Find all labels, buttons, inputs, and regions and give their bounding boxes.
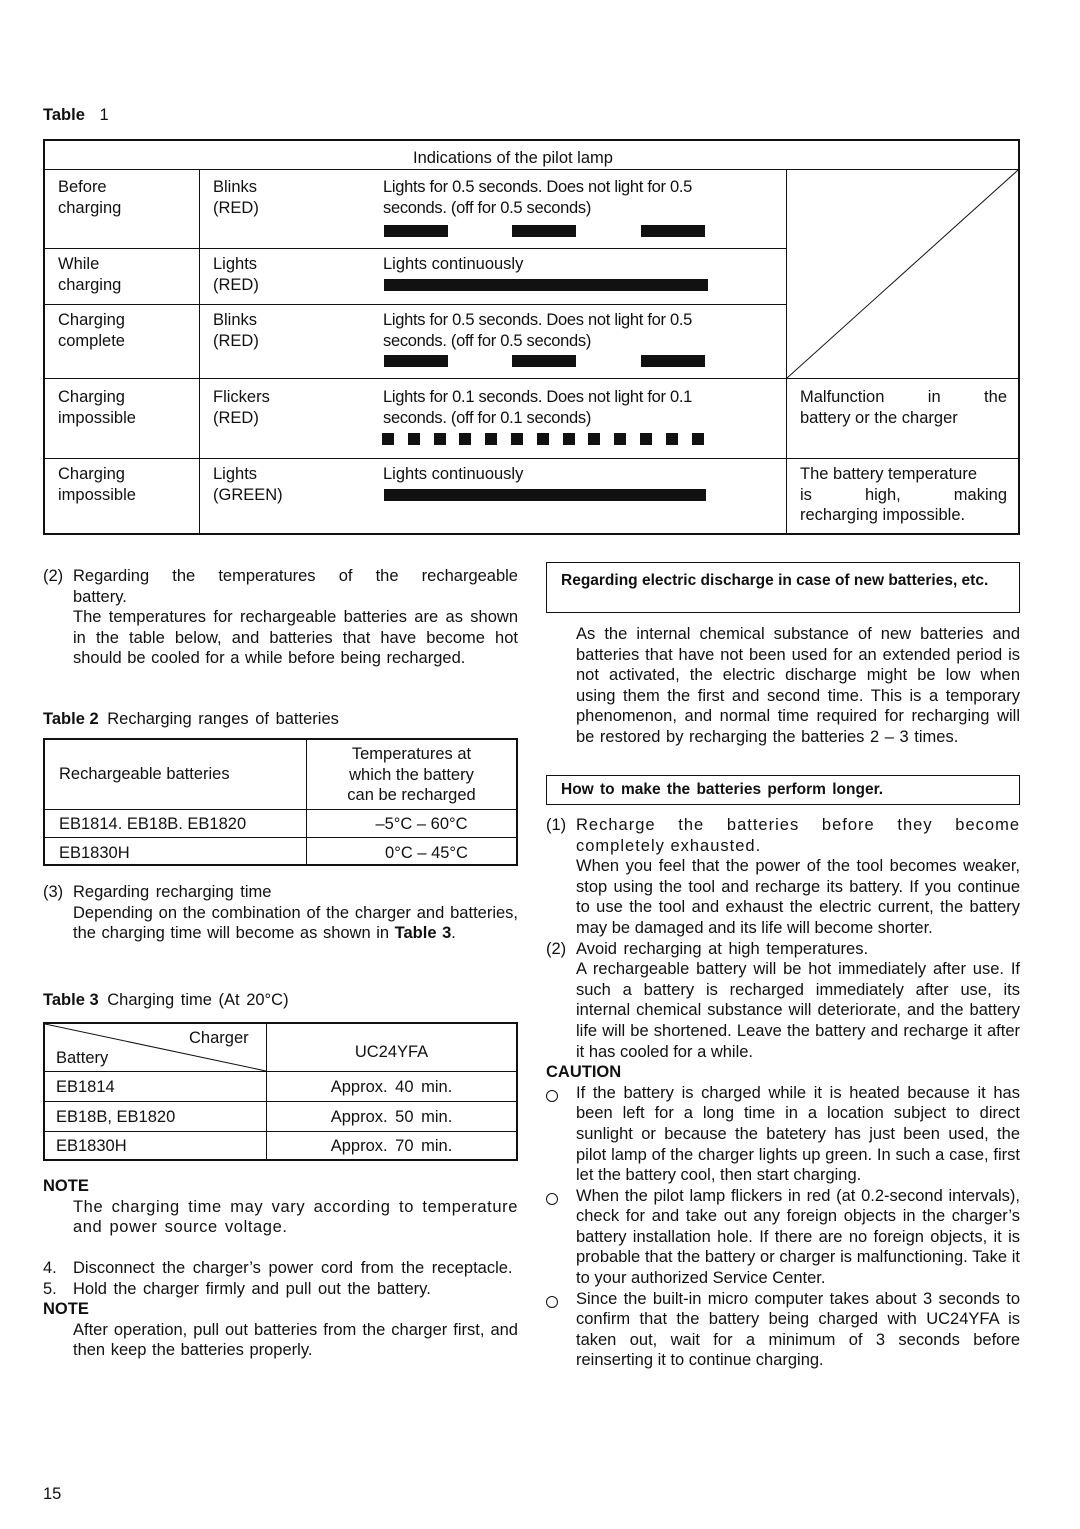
table1-row bbox=[58, 254, 121, 295]
section-recharge-time bbox=[43, 882, 518, 944]
row-lamp-color: (GREEN) bbox=[213, 485, 283, 504]
caution-item bbox=[546, 1289, 1020, 1371]
lamp-flicker-square bbox=[563, 433, 575, 445]
header-line: Temperatures at bbox=[351, 745, 472, 763]
table3-cell: EB1814 bbox=[56, 1078, 115, 1096]
row-state: impossible bbox=[58, 485, 136, 504]
row-state: Before bbox=[58, 178, 107, 196]
lamp-flicker-square bbox=[537, 433, 549, 445]
row-lamp bbox=[213, 464, 283, 505]
row-lamp-color: (RED) bbox=[213, 275, 259, 294]
row-desc-line: seconds. (off for 0.1 seconds) bbox=[383, 408, 592, 427]
caution-heading: CAUTION bbox=[546, 1063, 622, 1082]
pilot-lamp-table bbox=[43, 139, 1020, 535]
row-lamp-color: (RED) bbox=[213, 198, 259, 217]
row-lamp-label: Blinks bbox=[213, 178, 258, 196]
row-desc bbox=[383, 387, 692, 428]
lamp-flicker-square bbox=[408, 433, 420, 445]
item-heading: Recharge the batteries before they become completely exhausted. bbox=[576, 816, 1020, 855]
item-heading: Avoid recharging at high temperatures. bbox=[576, 939, 869, 958]
header-line: which the battery bbox=[349, 765, 474, 784]
lamp-bar bbox=[384, 355, 448, 367]
lamp-bar bbox=[384, 225, 448, 237]
step-number: 5. bbox=[43, 1279, 57, 1298]
note1 bbox=[43, 1176, 518, 1238]
lamp-flicker-square bbox=[614, 433, 626, 445]
body-end: . bbox=[451, 924, 456, 943]
table1-row bbox=[58, 310, 125, 351]
box-title: Regarding electric discharge in case of new batteries, etc. bbox=[561, 572, 989, 589]
table1-title-bold: Table bbox=[43, 106, 85, 124]
caution-text: When the pilot lamp flickers in red (at 0.2-second intervals), check for and take out any foreign objects in the charger’s battery installation hole. If there are no foreign objects, it is probable that the battery or charger is malfunctioning. Take it to your authorized Service Center. bbox=[576, 1186, 1020, 1288]
step-number: 4. bbox=[43, 1259, 57, 1277]
row-desc-line: Lights for 0.5 seconds. Does not light for 0.5 bbox=[383, 311, 693, 329]
row-desc-line: seconds. (off for 0.5 seconds) bbox=[383, 331, 592, 350]
caution-item bbox=[546, 1083, 1020, 1186]
table3-cell: EB1830H bbox=[56, 1137, 127, 1155]
row-desc-line: Lights for 0.5 seconds. Does not light for 0.5 bbox=[383, 178, 693, 196]
item-number: (3) bbox=[43, 883, 64, 901]
table3-cell: Approx. 40 min. bbox=[330, 1078, 453, 1096]
note-body: The charging time may vary according to temperature and power source voltage. bbox=[73, 1197, 518, 1237]
table2-caption bbox=[43, 710, 339, 729]
row-lamp-color: (RED) bbox=[213, 331, 259, 350]
table3-cell: Approx. 50 min. bbox=[330, 1108, 453, 1126]
row-desc-line: Lights for 0.1 seconds. Does not light for 0.1 bbox=[383, 388, 693, 406]
body-text: Depending on the combination of the charger and batteries, the charging time will become as shown in bbox=[73, 903, 518, 943]
table2-label: Table 2 bbox=[43, 710, 99, 728]
row-desc: Lights continuously bbox=[383, 255, 524, 273]
table2-col2-header bbox=[307, 744, 516, 806]
page-number: 15 bbox=[43, 1485, 62, 1503]
item-2 bbox=[546, 939, 1020, 960]
header-line: can be recharged bbox=[347, 786, 476, 805]
table3-charger-label: Charger bbox=[189, 1029, 249, 1047]
lamp-flicker-square bbox=[640, 433, 652, 445]
table3-cell: EB18B, EB1820 bbox=[56, 1108, 176, 1126]
lamp-flicker-square bbox=[459, 433, 471, 445]
row-note bbox=[800, 387, 1007, 428]
row-lamp-label: Lights bbox=[213, 255, 258, 273]
row-lamp-label: Blinks bbox=[213, 311, 258, 329]
row-desc: Lights continuously bbox=[383, 465, 524, 483]
row-lamp bbox=[213, 254, 259, 295]
caution-text: If the battery is charged while it is heated because it has been left for a long time in a location subject to direct sunlight or because the batetery has just been used, the pilot lamp of the charger lights up green. In such a case, first let the battery cool, then start charging. bbox=[576, 1083, 1020, 1185]
item-number: (2) bbox=[43, 567, 64, 585]
item-number: (2) bbox=[546, 939, 567, 958]
lamp-flicker-square bbox=[382, 433, 394, 445]
table3-label: Table 3 bbox=[43, 991, 99, 1009]
table3 bbox=[43, 1022, 518, 1161]
bullet-circle-icon bbox=[546, 1090, 558, 1102]
row-state: impossible bbox=[58, 408, 136, 427]
step-5 bbox=[43, 1279, 518, 1300]
lamp-flicker-square bbox=[588, 433, 600, 445]
step-text: Disconnect the charger’s power cord from the receptacle. bbox=[73, 1259, 513, 1277]
row-desc bbox=[383, 310, 692, 351]
table2-cell: EB1814. EB18B. EB1820 bbox=[59, 815, 247, 833]
row-desc-line: seconds. (off for 0.5 seconds) bbox=[383, 198, 592, 217]
table1-title bbox=[43, 106, 109, 125]
body-bold-ref: Table 3 bbox=[394, 924, 452, 943]
box-perform-longer-header bbox=[546, 775, 1020, 805]
perform-longer-list bbox=[546, 815, 1020, 1371]
table3-battery-label: Battery bbox=[56, 1049, 109, 1067]
table2-cell: 0°C – 45°C bbox=[385, 844, 468, 862]
lamp-bar bbox=[512, 225, 576, 237]
item-body bbox=[43, 903, 518, 944]
item-body: A rechargeable battery will be hot immediately after use. If such a battery is recharged immediately after use, its internal chemical substance will deteriorate, and the battery life will be shortened. Leave the battery and recharge it after it has cooled for a while. bbox=[576, 960, 1020, 1061]
step-4 bbox=[43, 1258, 518, 1279]
table1-diagonal bbox=[787, 170, 1019, 378]
bullet-circle-icon bbox=[546, 1296, 558, 1308]
steps bbox=[43, 1258, 518, 1361]
row-note-line: Malfunction in the bbox=[800, 388, 1007, 406]
row-note-line: The battery temperature bbox=[800, 465, 978, 483]
table1-row bbox=[58, 177, 121, 218]
table2 bbox=[43, 738, 518, 866]
table1-title-num: 1 bbox=[99, 106, 109, 124]
item-body: When you feel that the power of the tool becomes weaker, stop using the tool and recharge its battery. If you continue to use the tool and exhaust the electric current, the battery may be damaged and its life will become shorter. bbox=[576, 857, 1020, 937]
lamp-flicker-square bbox=[666, 433, 678, 445]
row-note-line: is high, making bbox=[800, 485, 1007, 504]
lamp-bar bbox=[641, 355, 705, 367]
lamp-bar bbox=[384, 489, 706, 501]
new-batteries-body: As the internal chemical substance of new batteries and batteries that have not been used for an extended period is not activated, the electric discharge might be low when using them the first and second time. This is a temporary phenomenon, and normal time required for recharging will be restored by recharging the batteries 2 – 3 times. bbox=[576, 625, 1020, 746]
row-note bbox=[800, 464, 1007, 526]
row-note-line: battery or the charger bbox=[800, 408, 958, 427]
caution-item bbox=[546, 1186, 1020, 1289]
row-state: Charging bbox=[58, 311, 125, 329]
row-lamp bbox=[213, 387, 270, 428]
note-body: After operation, pull out batteries from the charger first, and then keep the batteries properly. bbox=[73, 1320, 518, 1360]
table2-caption-text: Recharging ranges of batteries bbox=[107, 710, 339, 728]
lamp-flicker-square bbox=[692, 433, 704, 445]
lamp-flicker-square bbox=[511, 433, 523, 445]
row-lamp bbox=[213, 310, 259, 351]
row-lamp bbox=[213, 177, 259, 218]
step-text: Hold the charger firmly and pull out the battery. bbox=[73, 1279, 431, 1298]
box-title: How to make the batteries perform longer. bbox=[561, 781, 884, 798]
row-desc bbox=[383, 177, 692, 218]
row-state: complete bbox=[58, 331, 125, 350]
row-lamp-label: Lights bbox=[213, 465, 258, 483]
row-state: While bbox=[58, 255, 100, 273]
row-state: Charging bbox=[58, 465, 125, 483]
item-number: (1) bbox=[546, 816, 567, 834]
table3-caption bbox=[43, 991, 289, 1010]
bullet-circle-icon bbox=[546, 1193, 558, 1205]
row-state: charging bbox=[58, 198, 122, 217]
lamp-flicker-square bbox=[485, 433, 497, 445]
row-note-line: recharging impossible. bbox=[800, 506, 966, 525]
item-heading: Regarding recharging time bbox=[73, 883, 272, 901]
row-state: charging bbox=[58, 275, 122, 294]
table3-cell: Approx. 70 min. bbox=[330, 1137, 453, 1155]
caution-text: Since the built-in micro computer takes about 3 seconds to confirm that the battery being charged with UC24YFA is taken out, wait for a minimum of 3 seconds before reinserting it to continue charging. bbox=[576, 1289, 1020, 1370]
table1-row bbox=[58, 387, 136, 428]
lamp-bar bbox=[384, 279, 708, 291]
lamp-flicker-square bbox=[434, 433, 446, 445]
box-new-batteries-header bbox=[546, 562, 1020, 613]
row-lamp-color: (RED) bbox=[213, 408, 259, 427]
lamp-bar bbox=[512, 355, 576, 367]
table1-header: Indications of the pilot lamp bbox=[413, 149, 613, 167]
row-lamp-label: Flickers bbox=[213, 388, 270, 406]
row-state: Charging bbox=[58, 388, 125, 406]
lamp-bar bbox=[641, 225, 705, 237]
item-heading-cont: battery. bbox=[73, 587, 127, 606]
item-1 bbox=[546, 815, 1020, 856]
item-heading: Regarding the temperatures of the rechargeable bbox=[73, 567, 518, 585]
table3-caption-text: Charging time (At 20°C) bbox=[107, 991, 289, 1009]
section-temperatures bbox=[43, 566, 518, 669]
note-heading: NOTE bbox=[43, 1177, 89, 1195]
table2-cell: –5°C – 60°C bbox=[375, 815, 468, 833]
table1-row bbox=[58, 464, 136, 505]
table3-model: UC24YFA bbox=[354, 1043, 429, 1061]
table2-col1-header: Rechargeable batteries bbox=[59, 765, 230, 783]
item-body: The temperatures for rechargeable batteries are as shown in the table below, and batteries that have become hot should be cooled for a while before being recharged. bbox=[73, 608, 518, 668]
note-heading: NOTE bbox=[43, 1300, 89, 1319]
table2-cell: EB1830H bbox=[59, 844, 130, 862]
